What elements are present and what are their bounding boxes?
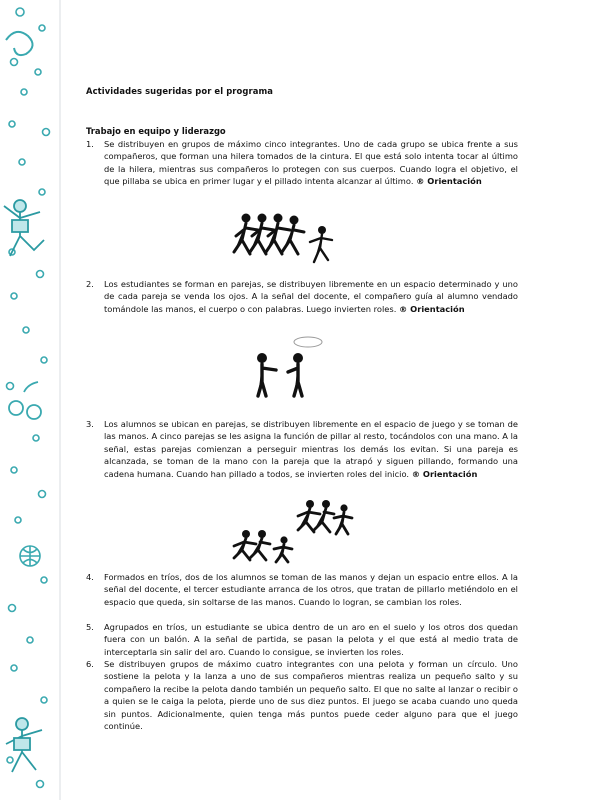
item-text: Agrupados en tríos, un estudiante se ubica dentro de un aro en el suelo y los otros dos quedan fuera con un balón. A la señal de partida, se pasan la pelota y el que está al medio trata de interceptarla sin salir del aro. Cuando lo consigue, se invierten los roles. [104, 622, 518, 657]
list-item [86, 278, 518, 315]
item-text: Se distribuyen en grupos de máximo cinco integrantes. Uno de cada grupo se ubica frente a sus compañeros, que forman una hilera tomados de la cintura. El que está solo intenta tocar al último de la hilera, mientras sus compañeros lo protegen con sus cuerpos. Cuando logra el objetivo, el que pillaba se ubica en primer lugar y el pillado intenta alcanzar al último. ® Orientación [104, 139, 518, 187]
kid-illustration-bottom [6, 718, 42, 772]
list-item [86, 138, 518, 188]
list-item [86, 658, 518, 732]
item-number: 1. [86, 139, 94, 149]
list-item [86, 621, 518, 658]
runners-chain-illustration [230, 208, 346, 270]
orientation-link[interactable]: ® Orientación [398, 303, 465, 314]
pair-guiding-illustration [248, 336, 328, 398]
item-number: 3. [86, 419, 94, 429]
page-title: Actividades sugeridas por el programa [86, 86, 274, 96]
item-number: 4. [86, 572, 94, 582]
margin-decoration [0, 0, 70, 800]
list-item [86, 571, 518, 608]
pairs-chasing-illustration [228, 496, 356, 566]
item-text: Los estudiantes se forman en parejas, se distribuyen libremente en un espacio determinado y uno de cada pareja se venda los ojos. A la señal del docente, el compañero guía al alumno vendado tomándole las manos, el cuerpo o con palabras. Luego invierten roles. ® Orientación [104, 279, 518, 314]
item-number: 2. [86, 279, 94, 289]
item-number: 6. [86, 659, 94, 669]
orientation-link[interactable]: ® Orientación [416, 176, 482, 187]
section-heading: Trabajo en equipo y liderazgo [86, 126, 226, 136]
orientation-link[interactable]: ® Orientación [411, 468, 478, 479]
item-number: 5. [86, 622, 94, 632]
list-item [86, 418, 518, 480]
kid-illustration-top [4, 200, 44, 256]
item-text: Los alumnos se ubican en parejas, se distribuyen libremente en el espacio de juego y se toman de las manos. A cinco parejas se les asigna la función de pillar al resto, tocándolos con una mano. A la señal, estas parejas comienzan a perseguir mientras los demás los evitan. Si una pareja es alcanzada, se toman de la mano con la pareja que la atrapó y siguen pillando, formando una cadena humana. Cuando han pillado a todos, se invierten roles del inicio. ® Orientación [104, 419, 518, 479]
item-text: Formados en tríos, dos de los alumnos se toman de las manos y dejan un espacio entre ellos. A la señal del docente, el tercer estudiante arranca de los otros, que tratan de pillarlo metiéndolo en el espacio que queda, sin soltarse de las manos. Cuando lo logran, se cambian los roles. [104, 572, 518, 607]
item-text: Se distribuyen grupos de máximo cuatro integrantes con una pelota y forman un círculo. Uno sostiene la pelota y la lanza a uno de sus compañeros mientras realiza un pequeño salto y su compañero la recibe la pelota dando también un pequeño salto. El que no salte al lanzar o recibir o a quien se le caiga la pelota, pierde uno de sus diez puntos. El juego se acaba cuando uno queda sin puntos. Adicionalmente, quien tenga más puntos puede ceder alguno para que el juego continúe. [104, 659, 518, 732]
